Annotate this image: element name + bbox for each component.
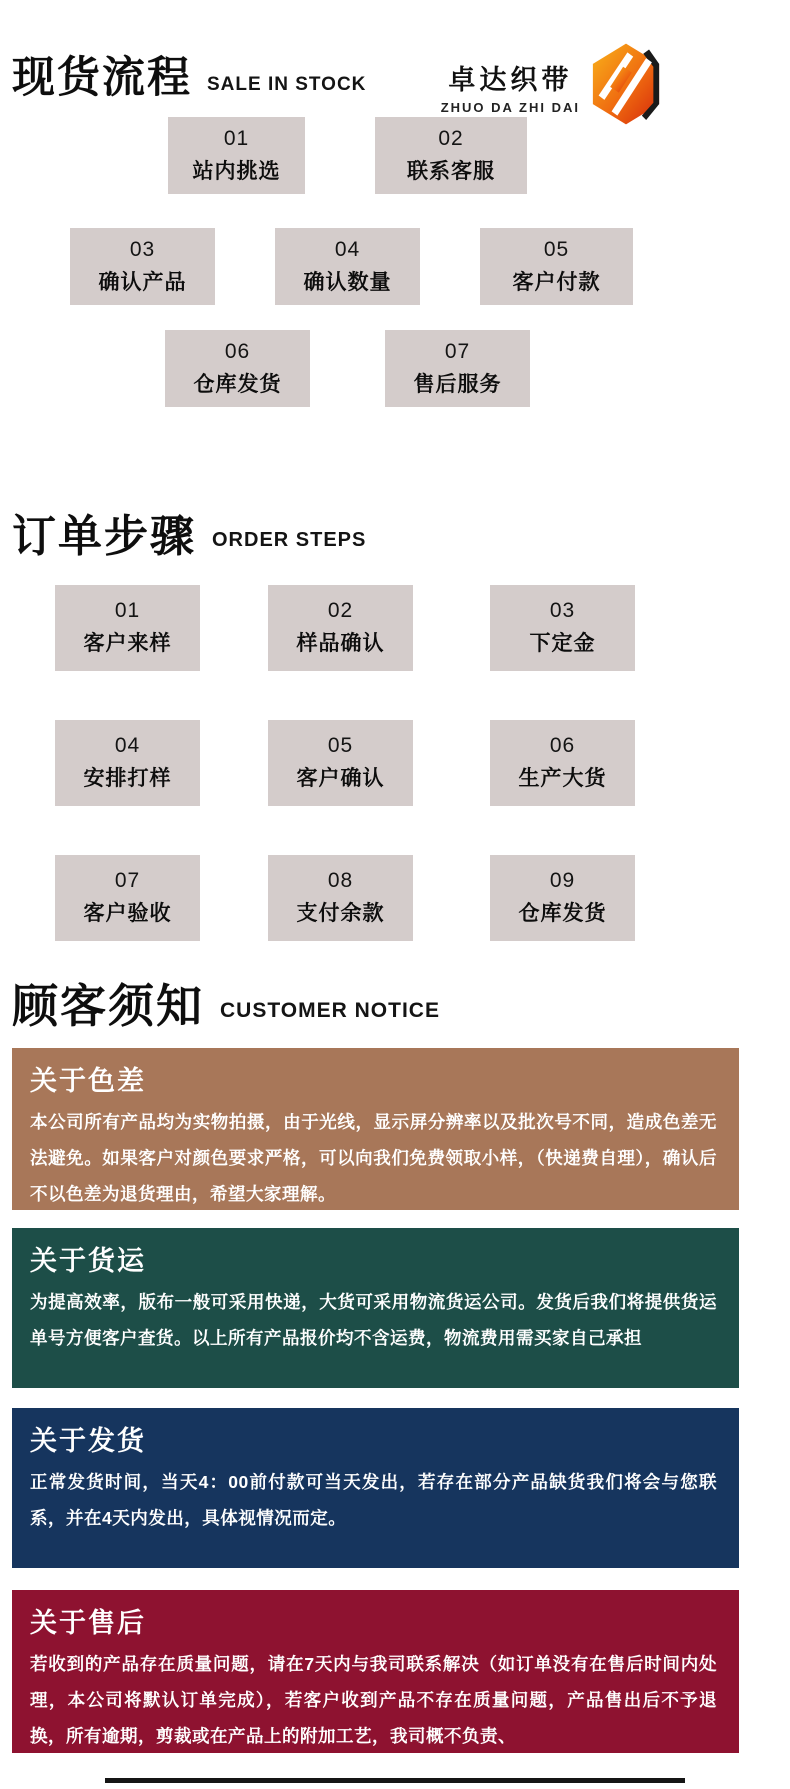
notice-heading: 关于色差 [30, 1066, 146, 1096]
hexagon-ribbon-logo-icon [590, 42, 662, 131]
step-label: 售后服务 [413, 372, 502, 396]
step-label: 确认产品 [98, 270, 187, 294]
notice-body: 正常发货时间，当天4：00前付款可当天发出，若存在部分产品缺货我们将会与您联系，并在4天内发出，具体视情况而定。 [30, 1472, 717, 1528]
brand-name: 卓达织带 [448, 65, 573, 95]
flow-step-box [480, 228, 633, 305]
customer-notice-title: 顾客须知 [12, 980, 204, 1032]
notice-body: 本公司所有产品均为实物拍摄，由于光线，显示屏分辨率以及批次号不同，造成色差无法避免。如果客户对颜色要求严格，可以向我们免费领取小样，（快递费自理），确认后不以色差为退货理由，希望大家理解。 [30, 1112, 717, 1204]
order-step-box [490, 585, 635, 671]
step-number: 03 [129, 237, 156, 261]
stock-flow-subtitle: SALE IN STOCK [207, 74, 367, 95]
flow-step-box [275, 228, 420, 305]
step-label: 客户验收 [83, 902, 172, 925]
step-label: 下定金 [529, 632, 596, 655]
brand-romanized: ZHUO DA ZHI DAI [440, 100, 580, 115]
step-label: 支付余款 [296, 902, 385, 925]
stock-flow-title: 现货流程 [12, 54, 192, 102]
notice-heading: 关于货运 [30, 1246, 146, 1276]
order-steps-subtitle: ORDER STEPS [212, 529, 367, 551]
step-label: 客户来样 [83, 632, 172, 655]
flow-step-box [70, 228, 215, 305]
flow-step-box [168, 117, 305, 194]
step-label: 生产大货 [518, 767, 607, 790]
order-step-box [55, 585, 200, 671]
notice-card-color-difference [12, 1048, 739, 1210]
step-number: 06 [224, 339, 251, 363]
step-number: 04 [114, 734, 141, 757]
notice-body: 为提高效率，版布一般可采用快递，大货可采用物流货运公司。发货后我们将提供货运单号方便客户查货。以上所有产品报价均不含运费，物流费用需买家自己承担 [30, 1292, 717, 1348]
step-number: 08 [327, 869, 354, 892]
step-number: 04 [334, 237, 361, 261]
flow-step-box [385, 330, 530, 407]
step-number: 06 [549, 734, 576, 757]
step-label: 站内挑选 [192, 159, 281, 183]
notice-card-delivery [12, 1408, 739, 1568]
order-steps-title: 订单步骤 [12, 512, 196, 561]
notice-card-after-sales [12, 1590, 739, 1753]
step-number: 05 [327, 734, 354, 757]
notice-heading: 关于售后 [30, 1608, 146, 1638]
order-step-box [268, 855, 413, 941]
step-number: 07 [444, 339, 471, 363]
step-label: 仓库发货 [518, 902, 607, 925]
step-number: 05 [543, 237, 570, 261]
bottom-divider-bar [105, 1778, 685, 1783]
step-number: 02 [327, 599, 354, 622]
notice-body: 若收到的产品存在质量问题，请在7天内与我司联系解决（如订单没有在售后时间内处理，本公司将默认订单完成），若客户收到产品不存在质量问题，产品售出后不予退换，所有逾期，剪裁或在产品上的附加工艺，我司概不负责、 [30, 1654, 717, 1746]
step-number: 09 [549, 869, 576, 892]
order-step-box [55, 720, 200, 806]
order-step-box [268, 585, 413, 671]
notice-heading: 关于发货 [30, 1426, 146, 1456]
step-label: 客户付款 [512, 270, 601, 294]
step-number: 07 [114, 869, 141, 892]
flow-step-box [375, 117, 527, 194]
flow-step-box [165, 330, 310, 407]
step-label: 安排打样 [83, 767, 172, 790]
step-label: 仓库发货 [193, 372, 282, 396]
notice-card-freight [12, 1228, 739, 1388]
order-step-box [490, 855, 635, 941]
order-step-box [490, 720, 635, 806]
order-step-box [268, 720, 413, 806]
brand-text [441, 58, 580, 115]
step-label: 客户确认 [296, 767, 385, 790]
step-number: 03 [549, 599, 576, 622]
step-label: 确认数量 [303, 270, 392, 294]
step-number: 01 [223, 126, 250, 150]
step-label: 联系客服 [407, 159, 495, 183]
customer-notice-subtitle: CUSTOMER NOTICE [220, 999, 440, 1022]
step-number: 01 [114, 599, 141, 622]
step-label: 样品确认 [296, 632, 385, 655]
step-number: 02 [438, 126, 464, 150]
order-step-box [55, 855, 200, 941]
